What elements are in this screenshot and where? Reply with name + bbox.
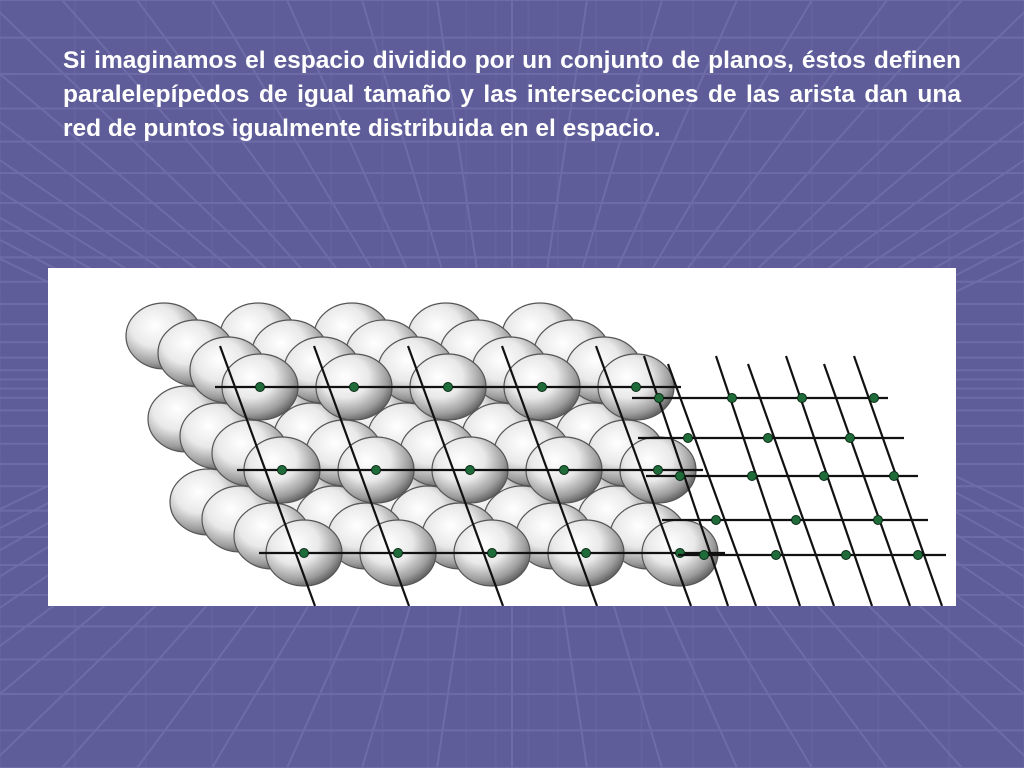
lattice-node <box>466 466 475 475</box>
lattice-edge <box>748 364 834 606</box>
lattice-edge <box>854 356 942 606</box>
lattice-node <box>256 383 265 392</box>
lattice-node <box>444 383 453 392</box>
lattice-node <box>728 394 737 403</box>
lattice-node <box>870 394 879 403</box>
lattice-node <box>712 516 721 525</box>
lattice-node <box>772 551 781 560</box>
lattice-node <box>300 549 309 558</box>
lattice-node <box>582 549 591 558</box>
slide-paragraph: Si imaginamos el espacio dividido por un conjunto de planos, éstos definen paralelepípedos de igual tamaño y las intersecciones de las arista dan una red de puntos igualmente distribuida en el espacio. <box>63 47 961 142</box>
lattice-node <box>700 551 709 560</box>
sphere-packing-model <box>126 303 725 606</box>
lattice-edge <box>824 364 910 606</box>
lattice-node <box>394 549 403 558</box>
lattice-node <box>798 394 807 403</box>
lattice-node <box>914 551 923 560</box>
lattice-node <box>278 466 287 475</box>
lattice-node <box>676 472 685 481</box>
lattice-node <box>654 466 663 475</box>
lattice-node <box>372 466 381 475</box>
lattice-node <box>842 551 851 560</box>
lattice-node <box>820 472 829 481</box>
lattice-node <box>764 434 773 443</box>
lattice-node <box>560 466 569 475</box>
lattice-node <box>488 549 497 558</box>
lattice-node <box>632 383 641 392</box>
lattice-node <box>684 434 693 443</box>
lattice-node <box>874 516 883 525</box>
lattice-node <box>538 383 547 392</box>
lattice-node <box>655 394 664 403</box>
lattice-node <box>890 472 899 481</box>
lattice-node <box>792 516 801 525</box>
lattice-node <box>846 434 855 443</box>
lattice-node <box>748 472 757 481</box>
crystal-lattice-figure <box>48 268 956 606</box>
lattice-edge <box>786 356 872 606</box>
lattice-node <box>350 383 359 392</box>
lattice-node <box>676 549 685 558</box>
